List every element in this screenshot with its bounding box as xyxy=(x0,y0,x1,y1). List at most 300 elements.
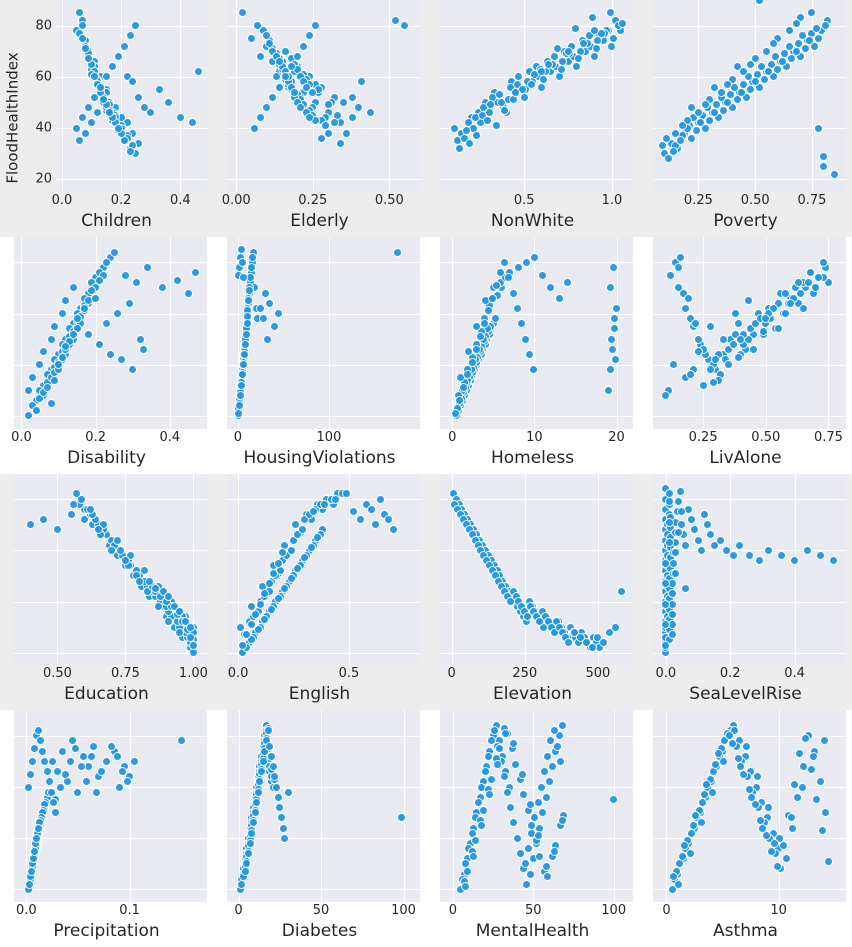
data-point xyxy=(611,355,620,364)
data-point xyxy=(349,507,358,516)
data-point xyxy=(774,324,783,333)
data-point xyxy=(777,551,786,560)
data-point xyxy=(511,760,520,769)
data-point xyxy=(684,294,693,303)
data-point xyxy=(755,0,764,5)
data-point xyxy=(542,862,551,871)
data-point xyxy=(762,831,771,840)
axes xyxy=(653,474,846,666)
data-point xyxy=(95,340,104,349)
plot-wrapper xyxy=(432,237,639,474)
x-axis-label-row xyxy=(6,448,207,474)
data-point xyxy=(134,93,143,102)
facet-panel-poverty xyxy=(639,0,852,237)
data-point xyxy=(267,752,276,761)
data-point xyxy=(764,803,773,812)
x-tick-label: 0.1 xyxy=(119,903,140,918)
data-point xyxy=(241,340,250,349)
data-point xyxy=(517,319,526,328)
gridline-vertical xyxy=(404,710,405,902)
y-tick-column xyxy=(219,474,227,666)
data-point xyxy=(247,829,256,838)
data-point xyxy=(264,726,273,735)
data-point xyxy=(274,594,283,603)
data-point xyxy=(607,335,616,344)
x-axis-label-row xyxy=(432,684,633,710)
data-point xyxy=(543,752,552,761)
data-point xyxy=(25,880,34,889)
x-axis-label-row xyxy=(645,684,846,710)
axes xyxy=(227,474,420,666)
data-point xyxy=(500,772,509,781)
axes xyxy=(56,0,207,192)
data-point xyxy=(545,777,554,786)
gridline-vertical xyxy=(453,710,454,902)
data-point xyxy=(719,757,728,766)
data-point xyxy=(767,847,776,856)
x-tick-label: 50 xyxy=(525,903,542,918)
data-point xyxy=(117,355,126,364)
data-point xyxy=(77,762,86,771)
data-point xyxy=(665,538,674,547)
data-point xyxy=(588,13,597,22)
data-point xyxy=(671,569,680,578)
data-point xyxy=(609,263,618,272)
data-point xyxy=(792,19,801,28)
x-tick-label: 0 xyxy=(662,903,671,918)
data-point xyxy=(240,350,249,359)
facet-panel-precipitation xyxy=(0,710,213,947)
data-point xyxy=(48,757,57,766)
data-point xyxy=(814,124,823,133)
data-point xyxy=(268,93,277,102)
x-tick-label: 0.4 xyxy=(170,192,191,208)
data-point xyxy=(676,136,685,145)
data-point xyxy=(668,630,677,639)
data-point xyxy=(384,515,393,524)
gridline-vertical xyxy=(57,474,58,666)
data-point xyxy=(690,525,699,534)
data-point xyxy=(799,304,808,313)
data-point xyxy=(238,8,247,17)
data-point xyxy=(462,126,471,135)
data-point xyxy=(733,95,742,104)
x-tick-label: 0 xyxy=(447,666,456,682)
x-tick-label: 0.2 xyxy=(85,429,106,445)
data-point xyxy=(736,762,745,771)
data-point xyxy=(269,762,278,771)
data-point xyxy=(296,103,305,112)
data-point xyxy=(87,118,96,127)
data-point xyxy=(590,52,599,61)
data-point xyxy=(28,757,37,766)
data-point xyxy=(521,859,530,868)
data-point xyxy=(27,867,36,876)
data-point xyxy=(543,872,552,881)
data-point xyxy=(537,783,546,792)
data-point xyxy=(50,376,59,385)
data-point xyxy=(47,788,56,797)
data-point xyxy=(661,641,670,650)
data-point xyxy=(243,319,252,328)
data-point xyxy=(47,335,56,344)
axes xyxy=(14,474,207,666)
data-point xyxy=(191,268,200,277)
data-point xyxy=(811,283,820,292)
data-point xyxy=(779,841,788,850)
data-point xyxy=(668,589,677,598)
data-point xyxy=(24,783,33,792)
data-point xyxy=(241,867,250,876)
data-point xyxy=(571,24,580,33)
x-tick-label: 250 xyxy=(512,666,538,682)
data-point xyxy=(504,273,513,282)
data-point xyxy=(189,641,198,650)
data-point xyxy=(393,248,402,257)
x-tick-label: 0.5 xyxy=(338,666,360,682)
data-point xyxy=(32,834,41,843)
facet-panel-livalone xyxy=(639,237,852,474)
data-point xyxy=(73,788,82,797)
x-axis-label: Elderly xyxy=(290,210,349,231)
x-axis-label-row xyxy=(432,211,633,237)
gridline-horizontal xyxy=(14,889,207,890)
data-point xyxy=(269,569,278,578)
data-point xyxy=(121,556,130,565)
gridline-vertical xyxy=(795,474,796,666)
axes-area xyxy=(645,237,846,429)
data-point xyxy=(261,289,270,298)
x-tick-label: 0 xyxy=(448,903,457,918)
axes-area xyxy=(219,710,420,902)
axes xyxy=(227,0,420,192)
x-tick-label: 0 xyxy=(233,429,243,445)
gridline-horizontal xyxy=(227,653,420,654)
data-point xyxy=(820,736,829,745)
x-tick-row xyxy=(219,429,420,448)
data-point xyxy=(120,136,129,145)
data-point xyxy=(661,391,670,400)
data-point xyxy=(816,551,825,560)
plot-wrapper xyxy=(645,0,852,237)
gridline-vertical xyxy=(614,710,615,902)
gridline-vertical xyxy=(755,0,756,192)
data-point xyxy=(102,72,111,81)
gridline-vertical xyxy=(534,237,535,429)
gridline-vertical xyxy=(730,474,731,666)
y-tick-column xyxy=(219,0,227,192)
data-point xyxy=(705,116,714,125)
plot-wrapper xyxy=(219,474,426,711)
x-tick-row xyxy=(219,665,420,684)
data-point xyxy=(611,623,620,632)
data-point xyxy=(95,276,104,285)
data-point xyxy=(287,62,296,71)
data-point xyxy=(710,108,719,117)
data-point xyxy=(277,813,286,822)
y-tick-column xyxy=(6,474,14,666)
data-point xyxy=(787,813,796,822)
data-point xyxy=(664,154,673,163)
x-tick-label: 0 xyxy=(448,429,457,445)
data-point xyxy=(300,553,309,562)
axes xyxy=(440,474,633,666)
data-point xyxy=(604,386,613,395)
data-point xyxy=(733,62,742,71)
data-point xyxy=(242,330,251,339)
data-point xyxy=(534,831,543,840)
data-point xyxy=(665,518,674,527)
facet-row xyxy=(0,710,852,947)
data-point xyxy=(130,757,139,766)
data-point xyxy=(758,824,767,833)
data-point xyxy=(51,808,60,817)
data-point xyxy=(280,584,289,593)
gridline-horizontal xyxy=(653,889,846,890)
data-point xyxy=(786,299,795,308)
data-point xyxy=(56,783,65,792)
data-point xyxy=(550,726,559,735)
data-point xyxy=(472,131,481,140)
data-point xyxy=(247,620,256,629)
data-point xyxy=(557,65,566,74)
plot-wrapper xyxy=(645,237,852,474)
data-point xyxy=(34,726,43,735)
data-point xyxy=(610,324,619,333)
data-point xyxy=(82,777,91,786)
gridline-vertical xyxy=(130,710,131,902)
data-point xyxy=(821,21,830,30)
data-point xyxy=(39,515,48,524)
x-axis-label-row xyxy=(219,684,420,710)
data-point xyxy=(711,355,720,364)
data-point xyxy=(735,541,744,550)
facet-panel-housingviolations xyxy=(213,237,426,474)
data-point xyxy=(530,253,539,262)
y-tick-column xyxy=(432,237,440,429)
gridline-horizontal xyxy=(227,736,420,737)
gridline-vertical xyxy=(329,237,330,429)
plot-wrapper xyxy=(432,0,639,237)
plot-wrapper xyxy=(6,474,213,711)
data-point xyxy=(681,584,690,593)
data-point xyxy=(669,559,678,568)
x-tick-label: 0.75 xyxy=(813,429,843,445)
data-point xyxy=(114,124,123,133)
axes-area xyxy=(6,710,207,902)
data-point xyxy=(136,335,145,344)
data-point xyxy=(257,767,266,776)
data-point xyxy=(472,345,481,354)
data-point xyxy=(492,121,501,130)
x-tick-label: 0.4 xyxy=(159,429,181,445)
data-point xyxy=(509,95,518,104)
data-point xyxy=(829,556,838,565)
data-point xyxy=(284,788,293,797)
x-axis-label: Asthma xyxy=(713,921,778,941)
data-point xyxy=(522,880,531,889)
data-point xyxy=(146,108,155,117)
x-axis-label-row xyxy=(26,211,207,237)
data-point xyxy=(69,500,78,509)
data-point xyxy=(265,299,274,308)
x-tick-label: 0 xyxy=(234,903,243,918)
data-point xyxy=(30,847,39,856)
data-point xyxy=(762,47,771,56)
data-point xyxy=(39,347,48,356)
facet-panel-sealevelrise xyxy=(639,474,852,711)
x-tick-label: 0.75 xyxy=(110,666,140,682)
data-point xyxy=(58,747,67,756)
gridline-horizontal xyxy=(440,314,633,315)
x-tick-label: 0.0 xyxy=(655,666,677,682)
gridline-vertical xyxy=(62,0,63,192)
data-point xyxy=(770,839,779,848)
data-point xyxy=(72,124,81,133)
gridline-horizontal xyxy=(440,653,633,654)
gridline-horizontal xyxy=(14,787,207,788)
data-point xyxy=(237,880,246,889)
data-point xyxy=(140,566,149,575)
data-point xyxy=(110,248,119,257)
data-point xyxy=(769,39,778,48)
gridline-vertical xyxy=(698,0,699,192)
gridline-vertical xyxy=(452,237,453,429)
x-tick-label: 0.0 xyxy=(227,666,249,682)
y-axis-label: FloodHealthIndex xyxy=(4,52,23,184)
data-point xyxy=(263,335,272,344)
data-point xyxy=(376,495,385,504)
data-point xyxy=(485,108,494,117)
data-point xyxy=(513,834,522,843)
data-point xyxy=(371,520,380,529)
axes xyxy=(14,237,207,429)
data-point xyxy=(256,600,265,609)
data-point xyxy=(324,129,333,138)
x-tick-label: 0.75 xyxy=(797,192,827,208)
data-point xyxy=(246,839,255,848)
x-tick-row xyxy=(432,192,633,211)
x-axis-label: SeaLevelRise xyxy=(689,684,802,705)
x-axis-label: Precipitation xyxy=(53,921,160,941)
axes-area xyxy=(26,0,207,192)
data-point xyxy=(135,577,144,586)
y-tick-column xyxy=(26,0,56,192)
y-tick-label: 60 xyxy=(35,69,52,85)
data-point xyxy=(681,541,690,550)
x-tick-label: 0.50 xyxy=(740,192,770,208)
gridline-vertical xyxy=(21,237,22,429)
data-point xyxy=(331,495,340,504)
x-tick-label: 0.00 xyxy=(221,192,251,208)
data-point xyxy=(357,77,366,86)
data-point xyxy=(488,294,497,303)
data-point xyxy=(279,824,288,833)
data-point xyxy=(509,289,518,298)
data-point xyxy=(708,788,717,797)
x-axis-label-row xyxy=(432,921,633,947)
data-point xyxy=(669,147,678,156)
data-point xyxy=(550,847,559,856)
data-point xyxy=(609,34,618,43)
data-point xyxy=(812,795,821,804)
gridline-horizontal xyxy=(653,314,846,315)
data-point xyxy=(824,857,833,866)
axes xyxy=(653,0,846,192)
data-point xyxy=(678,121,687,130)
plot-wrapper xyxy=(432,710,639,947)
data-point xyxy=(781,309,790,318)
plot-wrapper xyxy=(219,0,426,237)
facet-panel-children xyxy=(0,0,213,237)
data-point xyxy=(125,299,134,308)
data-point xyxy=(734,319,743,328)
data-point xyxy=(747,793,756,802)
y-tick-column xyxy=(645,237,653,429)
axes-area xyxy=(6,474,207,666)
data-point xyxy=(262,103,271,112)
data-point xyxy=(540,767,549,776)
data-point xyxy=(32,406,41,415)
data-point xyxy=(803,546,812,555)
data-point xyxy=(267,605,276,614)
axes-area xyxy=(645,0,846,192)
y-tick-label: 20 xyxy=(35,171,52,187)
x-tick-label: 0.2 xyxy=(719,666,741,682)
x-axis-label: LivAlone xyxy=(709,447,782,468)
data-point xyxy=(476,332,485,341)
x-axis-label: Elevation xyxy=(493,684,572,705)
gridline-horizontal xyxy=(14,416,207,417)
x-tick-label: 0.0 xyxy=(11,429,32,445)
x-tick-row xyxy=(432,429,633,448)
axes-area xyxy=(645,474,846,666)
gridline-vertical xyxy=(525,474,526,666)
gridline-vertical xyxy=(236,0,237,192)
data-point xyxy=(247,263,256,272)
x-tick-row xyxy=(6,902,207,921)
data-point xyxy=(661,559,670,568)
data-point xyxy=(676,487,685,496)
data-point xyxy=(342,129,351,138)
facet-panel-diabetes xyxy=(213,710,426,947)
data-point xyxy=(773,862,782,871)
data-point xyxy=(694,335,703,344)
gridline-horizontal xyxy=(653,262,846,263)
x-tick-label: 0.25 xyxy=(683,192,713,208)
data-point xyxy=(564,47,573,56)
data-point xyxy=(274,309,283,318)
gridline-horizontal xyxy=(227,550,420,551)
axes xyxy=(440,0,633,192)
data-point xyxy=(821,808,830,817)
x-tick-label: 0.2 xyxy=(110,192,132,208)
data-point xyxy=(477,821,486,830)
data-point xyxy=(143,263,152,272)
gridline-horizontal xyxy=(440,736,633,737)
data-point xyxy=(666,271,675,280)
data-point xyxy=(778,57,787,66)
data-point xyxy=(555,72,564,81)
data-point xyxy=(539,75,548,84)
data-point xyxy=(572,62,581,71)
data-point xyxy=(773,65,782,74)
axes-area xyxy=(432,710,633,902)
data-point xyxy=(819,258,828,267)
data-point xyxy=(102,319,111,328)
data-point xyxy=(668,610,677,619)
gridline-horizontal xyxy=(14,499,207,500)
